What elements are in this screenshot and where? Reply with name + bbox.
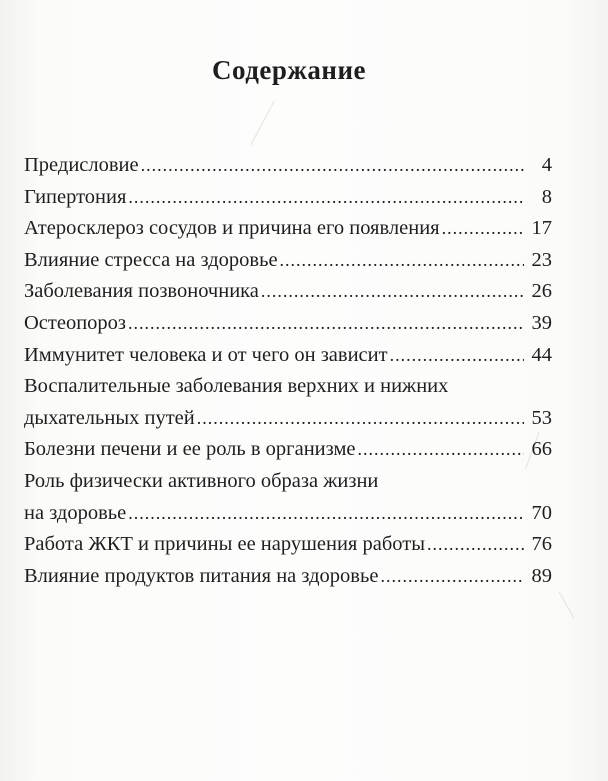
dot-leader — [128, 308, 524, 340]
dot-leader — [358, 434, 524, 466]
toc-page-number: 4 — [541, 154, 552, 176]
toc-page-number: 23 — [531, 248, 552, 271]
dot-leader — [442, 213, 524, 245]
page-title: Содержание — [211, 55, 367, 85]
toc-entry-title: Предисловие — [24, 154, 139, 176]
dot-leader — [390, 340, 524, 372]
toc-entry-title-first-line: Роль физически активного образа жизни — [24, 469, 379, 492]
dot-leader — [280, 245, 524, 277]
table-of-contents — [24, 150, 552, 592]
toc-entry — [24, 213, 552, 245]
toc-entry — [24, 403, 552, 435]
toc-entry — [24, 529, 552, 561]
toc-entry — [24, 340, 552, 372]
toc-entry — [24, 308, 552, 340]
dot-leader — [128, 182, 524, 214]
dot-leader — [261, 276, 524, 308]
toc-entry-title-first-line: Воспалительные заболевания верхних и нижних — [24, 375, 449, 398]
toc-page-number: 17 — [531, 217, 552, 240]
toc-entry-title: Гипертония — [24, 185, 127, 208]
toc-entry — [24, 150, 552, 182]
toc-page-number: 53 — [531, 406, 552, 429]
dot-leader — [141, 150, 524, 182]
toc-entry-title: Заболевания позвоночника — [24, 280, 259, 303]
toc-entry-title: Остеопороз — [24, 311, 127, 334]
toc-page-number: 89 — [531, 564, 552, 587]
toc-entry-title: Болезни печени и ее роль в организме — [24, 438, 356, 461]
toc-page-number: 26 — [531, 280, 552, 303]
dot-leader — [380, 561, 524, 593]
toc-page-number: 39 — [531, 311, 552, 334]
toc-entry-title: дыхательных путей — [24, 406, 195, 429]
toc-entry — [24, 182, 552, 214]
dot-leader — [427, 529, 524, 561]
toc-entry — [24, 276, 552, 308]
toc-entry-title: Иммунитет человека и от чего он зависит — [24, 343, 388, 366]
paper-scratch — [250, 101, 274, 146]
toc-entry-title: Атеросклероз сосудов и причина его появления — [24, 217, 440, 240]
toc-entry — [24, 561, 552, 593]
toc-page-number: 44 — [531, 343, 552, 366]
toc-entry — [24, 434, 552, 466]
toc-page-number: 76 — [531, 533, 552, 556]
paper-scratch — [559, 592, 575, 618]
toc-page-number: 70 — [531, 501, 552, 524]
toc-entry-title: Работа ЖКТ и причины ее нарушения работы — [24, 533, 425, 556]
toc-entry-title: Влияние стресса на здоровье — [24, 248, 278, 271]
toc-entry — [24, 245, 552, 277]
toc-page-number: 8 — [541, 185, 552, 208]
toc-page-number: 66 — [531, 438, 552, 461]
toc-entry-title: Влияние продуктов питания на здоровье — [24, 564, 379, 587]
dot-leader — [197, 403, 524, 435]
toc-entry — [24, 498, 552, 530]
dot-leader — [128, 498, 524, 530]
toc-entry-title: на здоровье — [24, 501, 127, 524]
